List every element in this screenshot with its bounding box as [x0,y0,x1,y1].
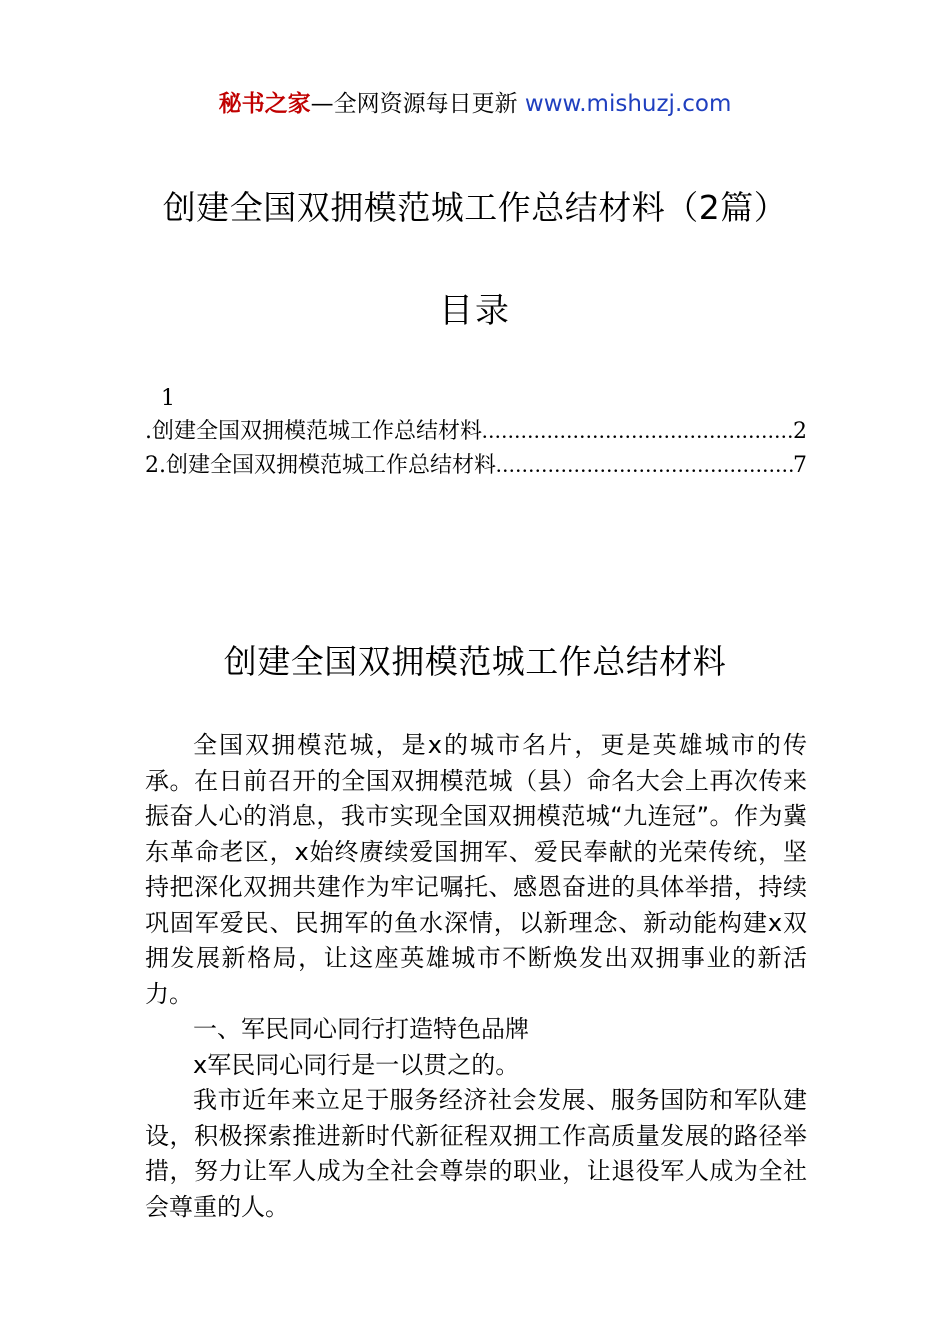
toc-entry-prefix: . [145,419,152,444]
document-title: 创建全国双拥模范城工作总结材料（2篇） [162,188,788,227]
toc-entry-text: 创建全国双拥模范城工作总结材料 [152,419,483,444]
toc-dot-leader [496,448,793,482]
brand-name: 秘书之家 [218,91,311,117]
toc-entry-1[interactable] [145,414,807,448]
toc-entry-text: 创建全国双拥模范城工作总结材料 [166,453,497,478]
toc-entry-2[interactable] [145,448,807,482]
subheading: 一、军民同心同行打造特色品牌 [193,1015,529,1043]
section-title: 创建全国双拥模范城工作总结材料 [223,642,727,681]
toc-dot-leader [482,414,793,448]
header-tagline: —全网资源每日更新 [310,91,525,117]
toc-entry-number: 1 [161,386,175,411]
site-header [0,88,950,120]
site-url-link[interactable]: www.mishuzj.com [524,91,732,117]
toc-entry-page: 2 [793,419,807,444]
section-body [145,728,807,1225]
toc-entry-page: 7 [793,453,807,478]
toc-entry-prefix: 2. [145,453,166,478]
table-of-contents [145,384,807,482]
body-paragraph: x军民同心同行是一以贯之的。 [193,1050,520,1079]
body-paragraph: 我市近年来立足于服务经济社会发展、服务国防和军队建设，积极探索推进新时代新征程双拥工作高质量发展的路径举措，努力让军人成为全社会尊崇的职业，让退役军人成为全社会尊重的人。 [145,1086,807,1221]
body-paragraph: 全国双拥模范城，是x的城市名片，更是英雄城市的传承。在日前召开的全国双拥模范城（县）命名大会上再次传来振奋人心的消息，我市实现全国双拥模范城“九连冠”。作为冀东革命老区，x始终赓续爱国拥军、爱民奉献的光荣传统，坚持把深化双拥共建作为牢记嘱托、感恩奋进的具体举措，持续巩固军爱民、民拥军的鱼水深情，以新理念、新动能构建x双拥发展新格局，让这座英雄城市不断焕发出双拥事业的新活力。 [145,731,807,1008]
toc-heading: 目录 [439,291,511,331]
